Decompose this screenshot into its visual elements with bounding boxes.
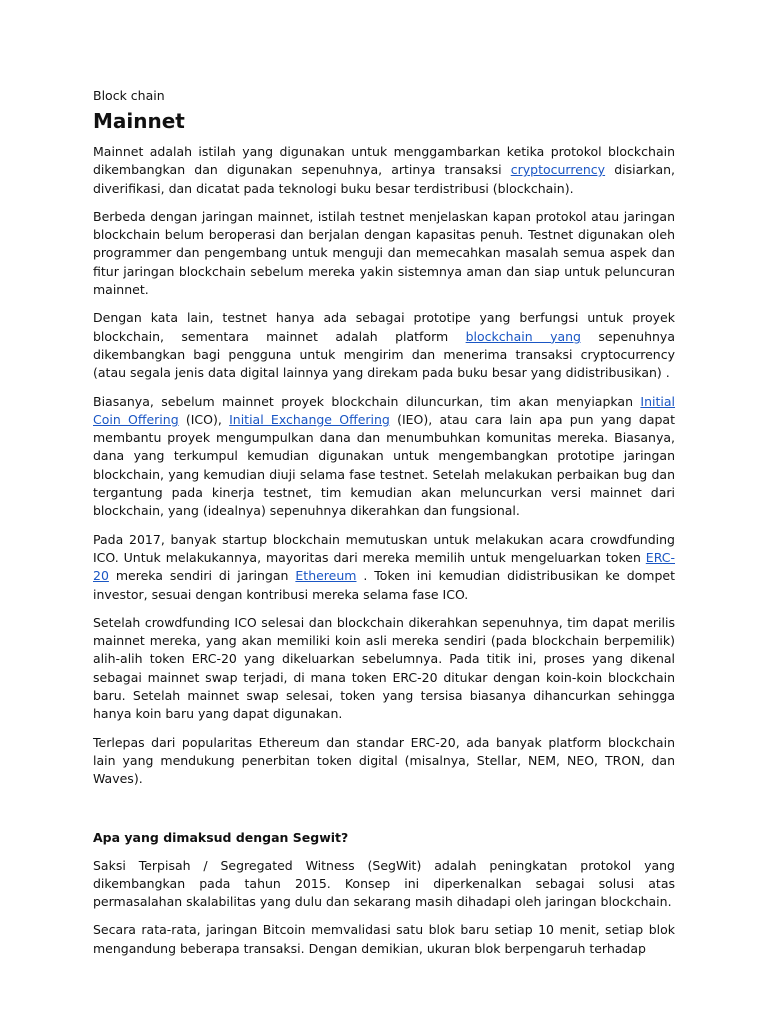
paragraph-crowdfunding: Pada 2017, banyak startup blockchain memutuskan untuk melakukan acara crowdfunding ICO. Untuk melakukannya, mayoritas dari mereka memilih untuk mengeluarkan token ERC-20 mereka sendiri di jaringan Ethereum . Token ini kemudian didistribusikan ke dompet investor, sesuai dengan kontribusi mereka selama fase ICO. xyxy=(93,531,675,602)
paragraph-intro: Mainnet adalah istilah yang digunakan untuk menggambarkan ketika protokol blockchain dikembangkan dan digunakan sepenuhnya, artinya transaksi cryptocurrency disiarkan, diverifikasi, dan dicatat pada teknologi buku besar terdistribusi (blockchain). xyxy=(93,144,675,196)
section-heading-segwit: Apa yang dimaksud dengan Segwit? xyxy=(93,829,349,845)
paragraph-segwit: Saksi Terpisah / Segregated Witness (SegWit) adalah peningkatan protokol yang dikembangkan pada tahun 2015. Konsep ini diperkenalkan sebagai solusi atas permasalahan skalabilitas yang dulu dan sekarang masih dihadapi oleh jaringan blockchain. xyxy=(93,857,675,910)
cryptocurrency-link[interactable]: cryptocurrency xyxy=(510,162,606,178)
page-title: Mainnet xyxy=(93,109,185,133)
paragraph-testnet: Berbeda dengan jaringan mainnet, istilah testnet menjelaskan kapan protokol atau jaringan blockchain belum beroperasi dan berjalan dengan kapasitas penuh. Testnet digunakan oleh programmer dan pengembang untuk menguji dan memecahkan masalah semua aspek dan fitur jaringan blockchain sebelum mereka yakin sistemnya aman dan siap untuk peluncuran mainnet. xyxy=(93,208,675,298)
category-label: Block chain xyxy=(93,88,165,103)
paragraph-mainnet-swap: Setelah crowdfunding ICO selesai dan blockchain dikerahkan sepenuhnya, tim dapat merilis mainnet mereka, yang akan memiliki koin asli mereka sendiri (pada blockchain berpemilik) alih-alih token ERC-20 yang dikeluarkan sebelumnya. Pada titik ini, proses yang dikenal sebagai mainnet swap terjadi, di mana token ERC-20 ditukar dengan koin-koin blockchain baru. Setelah mainnet swap selesai, token yang tersisa biasanya dihancurkan sehingga hanya koin baru yang dapat digunakan. xyxy=(93,614,675,722)
erc20-link[interactable]: ERC-20 xyxy=(93,549,675,584)
initial-coin-offering-link[interactable]: Initial Coin Offering xyxy=(93,393,675,427)
initial-exchange-offering-link[interactable]: Initial Exchange Offering xyxy=(229,411,390,427)
ethereum-link[interactable]: Ethereum xyxy=(295,568,357,584)
blockchain-link[interactable]: blockchain yang xyxy=(465,328,581,344)
paragraph-platforms: Terlepas dari popularitas Ethereum dan standar ERC-20, ada banyak platform blockchain lain yang mendukung penerbitan token digital (misalnya, Stellar, NEM, NEO, TRON, dan Waves). xyxy=(93,734,675,787)
paragraph-prototype: Dengan kata lain, testnet hanya ada sebagai prototipe yang berfungsi untuk proyek blockchain, sementara mainnet adalah platform blockchain yang sepenuhnya dikembangkan bagi pengguna untuk mengirim dan menerima transaksi cryptocurrency (atau segala jenis data digital lainnya yang direkam pada buku besar yang didistribusikan) . xyxy=(93,310,675,381)
paragraph-ico: Biasanya, sebelum mainnet proyek blockchain diluncurkan, tim akan menyiapkan Initial Coin Offering (ICO), Initial Exchange Offering (IEO), atau cara lain apa pun yang dapat membantu proyek mengumpulkan dana dan menumbuhkan komunitas mereka. Biasanya, dana yang terkumpul kemudian digunakan untuk mengembangkan prototipe jaringan blockchain, yang kemudian diuji selama fase testnet. Setelah melakukan perbaikan bug dan tergantung pada kinerja testnet, tim kemudian akan meluncurkan versi mainnet dari blockchain, yang (idealnya) sepenuhnya dikerahkan dan fungsional. xyxy=(93,393,675,519)
paragraph-bitcoin-blocks: Secara rata-rata, jaringan Bitcoin memvalidasi satu blok baru setiap 10 menit, setiap blok mengandung beberapa transaksi. Dengan demikian, ukuran blok berpengaruh terhadap xyxy=(93,922,675,956)
